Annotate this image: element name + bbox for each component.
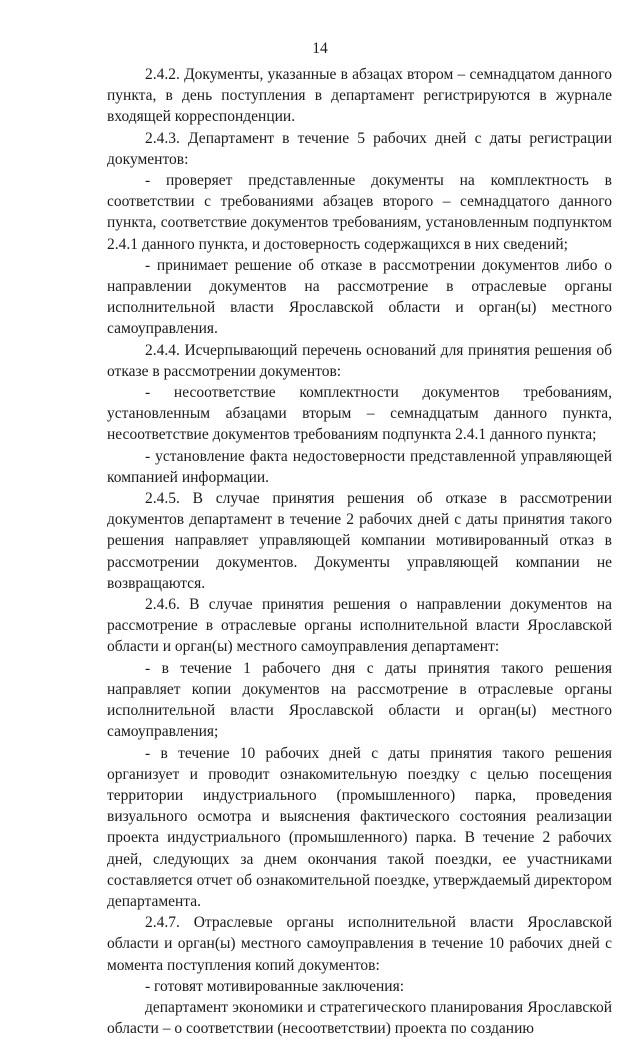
document-body bbox=[107, 64, 612, 1039]
list-item-trip: - в течение 10 рабочих дней с даты принятия такого решения организует и проводит ознакомительную поездку с целью посещения территории индустриального (промышленного) парка, проведения визуального осмотра и выяснения фактического состояния реализации проекта индустриального (промышленного) парка. В течение 2 рабочих дней, следующих за днем окончания такой поездки, ее участниками составляется отчет об ознакомительной поездке, утверждаемый директором департамента. bbox=[107, 744, 612, 910]
list-item-send-copies: - в течение 1 рабочего дня с даты принятия такого решения направляет копии документов на рассмотрение в отраслевые органы исполнительной власти Ярославской области и орган(ы) местного самоуправления; bbox=[107, 659, 612, 741]
paragraph-2-4-5: 2.4.5. В случае принятия решения об отказе в рассмотрении документов департамент в течение 2 рабочих дней с даты принятия такого решения направляет управляющей компании мотивированный отказ в рассмотрении документов. Документы управляющей компании не возвращаются. bbox=[107, 490, 612, 592]
list-item-noncompliance: - несоответствие комплектности документов требованиям, установленным абзацами вторым – семнадцатым данного пункта, несоответствие документов требованиям подпункта 2.4.1 данного пункта; bbox=[107, 384, 612, 444]
page-number: 14 bbox=[312, 40, 328, 57]
paragraph-2-4-2: 2.4.2. Документы, указанные в абзацах втором – семнадцатом данного пункта, в день поступления в департамент регистрируются в журнале входящей корреспонденции. bbox=[107, 66, 612, 126]
list-item-unreliable-info: - установление факта недостоверности представленной управляющей компанией информации. bbox=[107, 447, 612, 486]
list-item-check-documents: - проверяет представленные документы на комплектность в соответствии с требованиями абзацев второго – семнадцатого данного пункта, соответствие документов требованиям, установленным подпунктом 2.4.1 данного пункта, и достоверность содержащихся в них сведений; bbox=[107, 172, 612, 253]
paragraph-2-4-4: 2.4.4. Исчерпывающий перечень оснований для принятия решения об отказе в рассмотрении документов: bbox=[107, 341, 612, 380]
paragraph-2-4-7: 2.4.7. Отраслевые органы исполнительной власти Ярославской области и орган(ы) местного самоуправления в течение 10 рабочих дней с момента поступления копий документов: bbox=[107, 914, 612, 974]
paragraph-2-4-6: 2.4.6. В случае принятия решения о направлении документов на рассмотрение в отраслевые органы исполнительной власти Ярославской области и орган(ы) местного самоуправления департамент: bbox=[107, 596, 612, 656]
paragraph-2-4-3: 2.4.3. Департамент в течение 5 рабочих дней с даты регистрации документов: bbox=[107, 129, 612, 168]
paragraph-economy-department: департамент экономики и стратегического планирования Ярославской области – о соответствии (несоответствии) проекта по созданию bbox=[107, 998, 612, 1038]
list-item-decision: - принимает решение об отказе в рассмотрении документов либо о направлении документов на рассмотрение в отраслевые органы исполнительной власти Ярославской области и орган(ы) местного самоуправления. bbox=[107, 256, 612, 338]
list-item-conclusions: - готовят мотивированные заключения: bbox=[145, 977, 405, 995]
